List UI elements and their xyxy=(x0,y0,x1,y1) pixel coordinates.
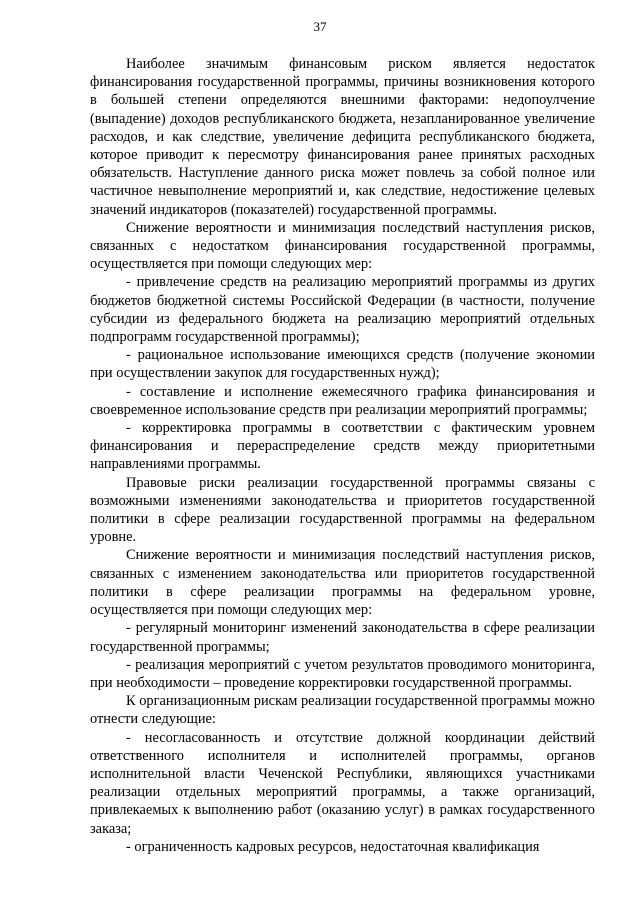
list-item-coordination: - несогласованность и отсутствие должной координации действий ответственного исполнителя и исполнителей программы, органов исполнительной власти Чеченской Республики, являющихся участниками реализации отдельных мероприятий программы, а также организаций, привлекаемых к выполнению работ (оказанию услуг) в рамках государственного заказа; xyxy=(90,729,595,837)
paragraph-financial-mitigation-intro: Снижение вероятности и минимизация последствий наступления рисков, связанных с недостатком финансирования государственной программы, осуществляется при помощи следующих мер: xyxy=(90,219,595,273)
list-item-legislation-monitoring: - регулярный мониторинг изменений законодательства в сфере реализации государственной программы; xyxy=(90,620,595,655)
document-body xyxy=(90,55,595,856)
list-item-monitoring-results: - реализация мероприятий с учетом результатов проводимого мониторинга, при необходимости – проведение корректировки государственной программы. xyxy=(90,656,595,691)
list-item-staff-resources: - ограниченность кадровых ресурсов, недостаточная квалификация xyxy=(126,838,540,855)
page-number: 37 xyxy=(313,19,327,34)
paragraph-organizational-risk: К организационным рискам реализации государственной программы можно отнести следующие: xyxy=(90,693,595,728)
list-item-program-adjustment: - корректировка программы в соответствии с фактическим уровнем финансирования и перераспределение средств между приоритетными направлениями программы. xyxy=(90,420,595,473)
paragraph-legal-risk: Правовые риски реализации государственной программы связаны с возможными изменениями законодательства и приоритетов государственной политики в сфере реализации государственной программы на федеральном уровне. xyxy=(90,474,595,546)
paragraph-financial-risk: Наиболее значимым финансовым риском является недостаток финансирования государственной программы, причины возникновения которого в большей степени определяются внешними факторами: недопоулчение (выпадение) доходов республиканского бюджета, незапланированное увеличение расходов, и как следствие, увеличение дефицита республиканского бюджета, которое приводит к пересмотру финансирования ранее принятых расходных обязательств. Наступление данного риска может повлечь за собой полное или частичное невыполнение мероприятий и, как следствие, недостижение целевых значений индикаторов (показателей) государственной программы. xyxy=(90,56,595,218)
paragraph-legal-mitigation-intro: Снижение вероятности и минимизация последствий наступления рисков, связанных с изменением законодательства или приоритетов государственной политики в сфере реализации программы на федеральном уровне, осуществляется при помощи следующих мер: xyxy=(90,547,595,619)
list-item-monthly-schedule: - составление и исполнение ежемесячного графика финансирования и своевременное использование средств при реализации мероприятий программы; xyxy=(90,383,595,418)
list-item-attract-funds: - привлечение средств на реализацию мероприятий программы из других бюджетов бюджетной системы Российской Федерации (в частности, получение субсидии из федерального бюджета на реализацию мероприятий отдельных подпрограмм государственной программы); xyxy=(90,274,595,346)
list-item-rational-use: - рациональное использование имеющихся средств (получение экономии при осуществлении закупок для государственных нужд); xyxy=(90,347,595,382)
